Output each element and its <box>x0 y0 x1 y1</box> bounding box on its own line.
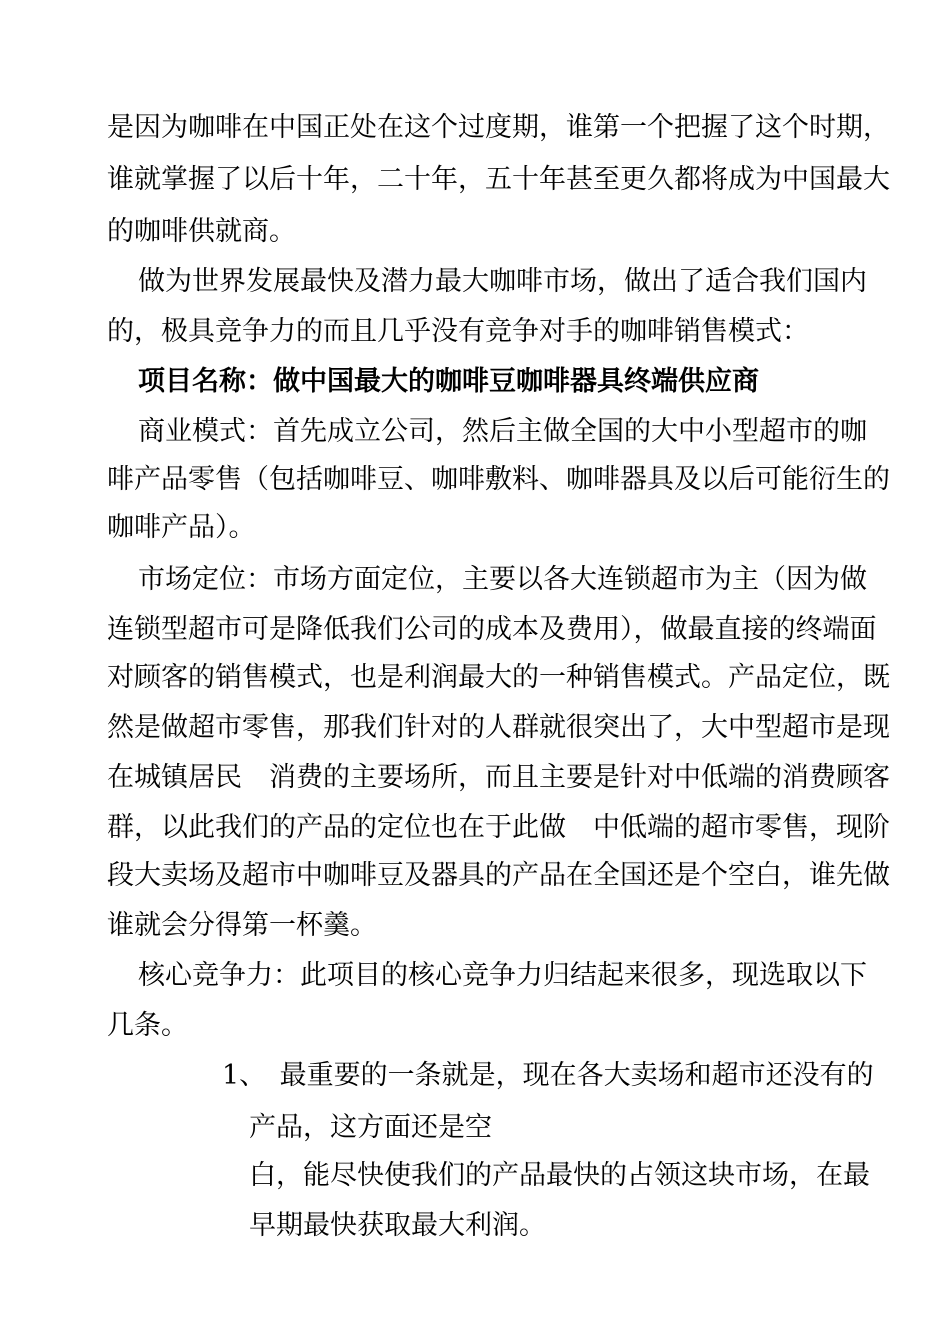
text-line: 几条。 <box>107 1010 188 1041</box>
text-line: 的咖啡供就商。 <box>107 216 296 247</box>
text-line: 市场定位：市场方面定位，主要以各大连锁超市为主（因为做 <box>138 564 867 595</box>
text-line: 的，极具竞争力的而且几乎没有竞争对手的咖啡销售模式： <box>107 316 809 347</box>
text-line: 谁就会分得第一杯羹。 <box>107 910 377 941</box>
list-item: 1、 最重要的一条就是，现在各大卖场和超市还没有的 <box>222 1060 874 1091</box>
text-line: 段大卖场及超市中咖啡豆及器具的产品在全国还是个空白，谁先做 <box>107 860 890 891</box>
text-line: 对顾客的销售模式，也是利润最大的一种销售模式。产品定位，既 <box>107 662 890 693</box>
text-line: 商业模式：首先成立公司，然后主做全国的大中小型超市的咖 <box>138 416 867 447</box>
project-name-heading: 项目名称：做中国最大的咖啡豆咖啡器具终端供应商 <box>138 366 759 397</box>
text-line: 做为世界发展最快及潜力最大咖啡市场，做出了适合我们国内 <box>138 266 867 297</box>
text-line: 产品，这方面还是空 <box>249 1112 492 1143</box>
text-line: 是因为咖啡在中国正处在这个过度期，谁第一个把握了这个时期， <box>107 112 890 143</box>
text-line: 群，以此我们的产品的定位也在于此做 中低端的超市零售，现阶 <box>107 812 890 843</box>
text-line: 咖啡产品）。 <box>107 512 256 543</box>
text-line: 早期最快获取最大利润。 <box>249 1210 546 1241</box>
text-line: 核心竞争力：此项目的核心竞争力归结起来很多，现选取以下 <box>138 960 867 991</box>
text-line: 在城镇居民 消费的主要场所，而且主要是针对中低端的消费顾客 <box>107 762 890 793</box>
text-line: 谁就掌握了以后十年，二十年，五十年甚至更久都将成为中国最大 <box>107 164 890 195</box>
text-line: 啡产品零售（包括咖啡豆、咖啡敷料、咖啡器具及以后可能衍生的 <box>107 464 890 495</box>
text-line: 连锁型超市可是降低我们公司的成本及费用），做最直接的终端面 <box>107 614 877 645</box>
text-line: 白，能尽快使我们的产品最快的占领这块市场，在最 <box>249 1160 870 1191</box>
text-line: 然是做超市零售，那我们针对的人群就很突出了，大中型超市是现 <box>107 712 890 743</box>
